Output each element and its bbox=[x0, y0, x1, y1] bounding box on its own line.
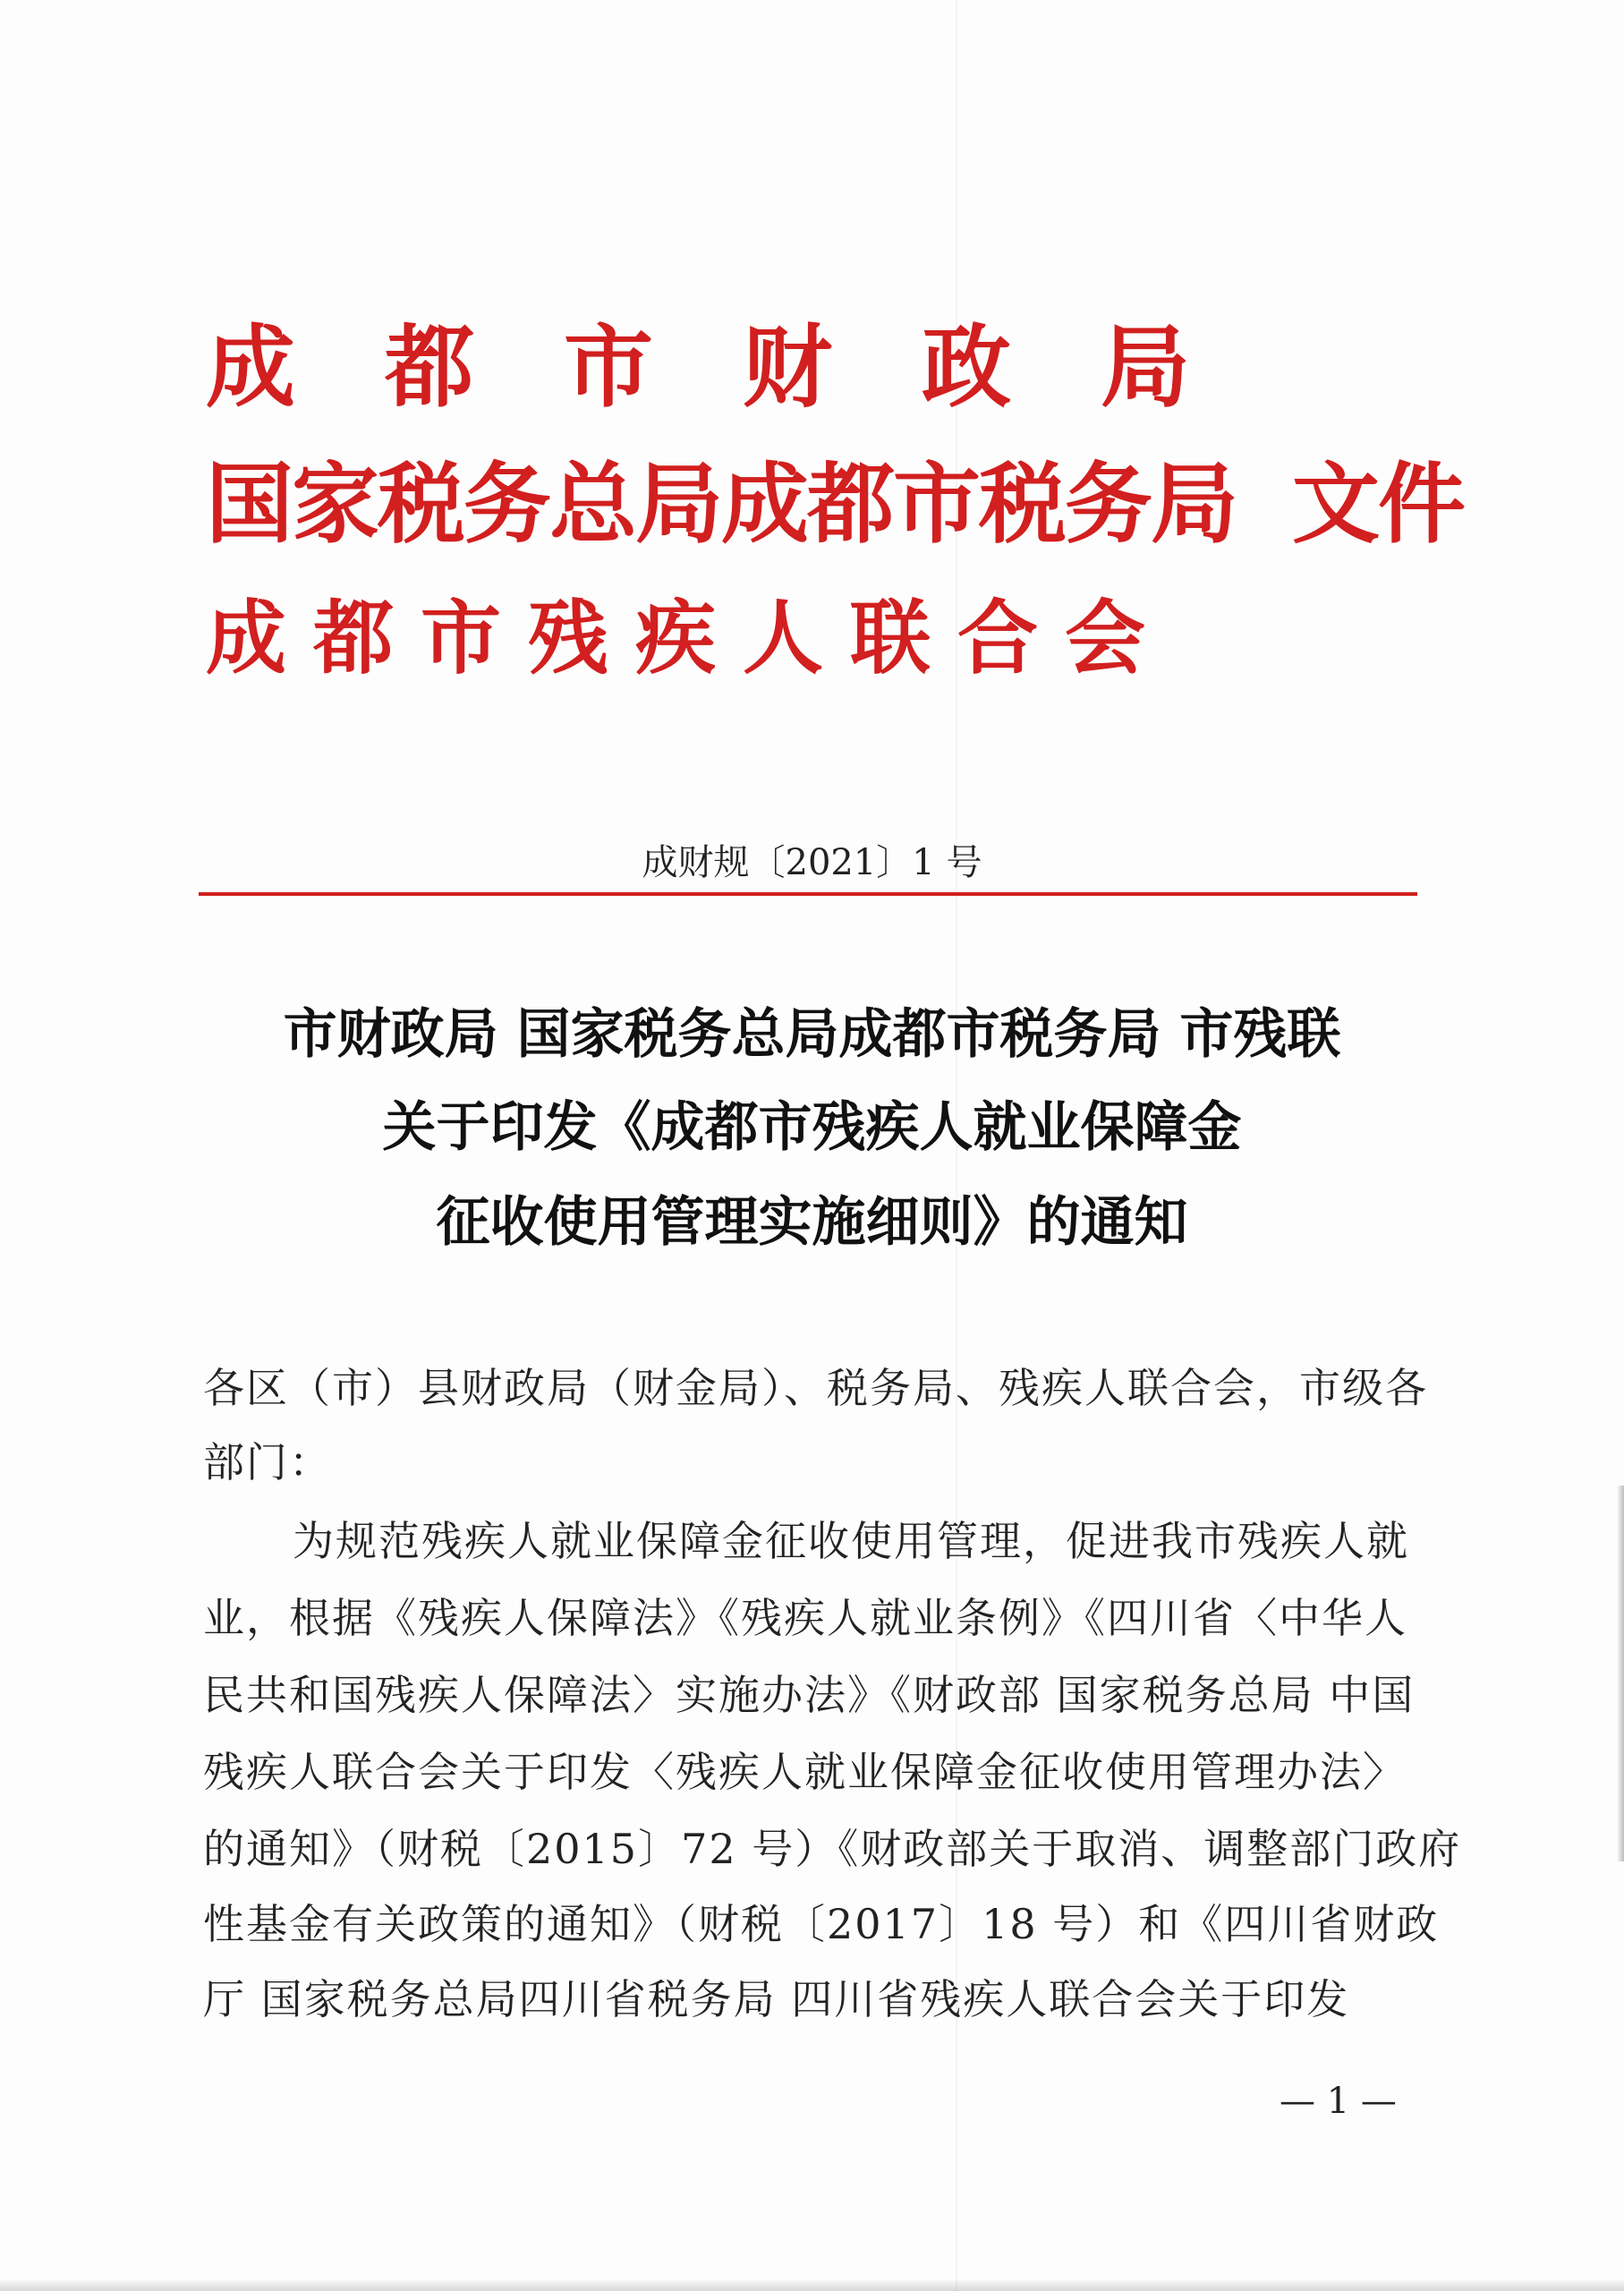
page-number: — 1 — bbox=[1280, 2081, 1397, 2122]
body-paragraph-line: 厅 国家税务总局四川省税务局 四川省残疾人联合会关于印发 bbox=[203, 1975, 1350, 2023]
document-title-line-2: 关于印发《成都市残疾人就业保障金 bbox=[382, 1096, 1242, 1159]
body-paragraph-line: 业，根据《残疾人保障法》《残疾人就业条例》《四川省〈中华人 bbox=[203, 1594, 1407, 1642]
document-title-line-3: 征收使用管理实施细则》的通知 bbox=[436, 1191, 1188, 1254]
body-paragraph-line: 残疾人联合会关于印发〈残疾人就业保障金征收使用管理办法〉 bbox=[203, 1748, 1406, 1796]
issuer-header-line-3: 成都市残疾人联合会 bbox=[206, 592, 1172, 686]
issuer-header-line-2-main: 国家税务总局成都市税务局 bbox=[206, 454, 1237, 556]
salutation-line-2: 部门： bbox=[203, 1438, 332, 1486]
red-separator-line bbox=[199, 892, 1417, 896]
body-paragraph-line: 民共和国残疾人保障法〉实施办法》《财政部 国家税务总局 中国 bbox=[203, 1671, 1416, 1719]
document-number: 成财规〔2021〕1 号 bbox=[642, 842, 982, 883]
body-paragraph-line: 为规范残疾人就业保障金征收使用管理，促进我市残疾人就 bbox=[293, 1517, 1409, 1565]
body-paragraph-line: 的通知》（财税〔2015〕72 号）《财政部关于取消、调整部门政府 bbox=[203, 1825, 1462, 1873]
salutation-line-1: 各区（市）县财政局（财金局）、税务局、残疾人联合会，市级各 bbox=[203, 1364, 1428, 1412]
issuer-header-wenjian: 文件 bbox=[1292, 454, 1465, 556]
issuer-header-line-1: 成都市财政局 bbox=[206, 315, 1280, 420]
body-paragraph-line: 性基金有关政策的通知》（财税〔2017〕18 号）和《四川省财政 bbox=[203, 1900, 1440, 1948]
document-title-line-1: 市财政局 国家税务总局成都市税务局 市残联 bbox=[283, 1003, 1341, 1066]
scan-edge-shadow bbox=[1617, 1486, 1624, 1861]
scan-bottom-shadow bbox=[0, 2278, 1624, 2291]
issuer-header-line-2 bbox=[206, 434, 1464, 560]
